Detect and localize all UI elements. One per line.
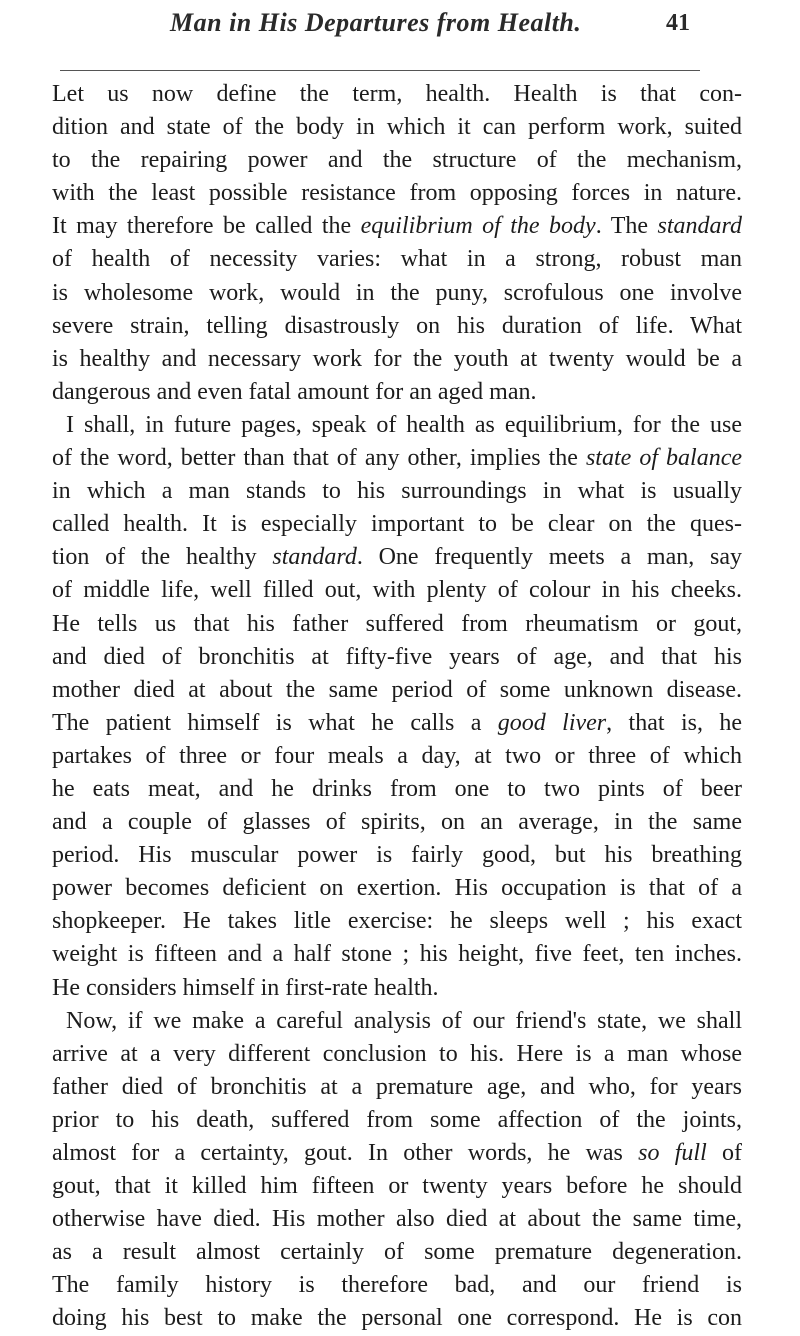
text-line: called health. It is especially important to be clear on the ques- [52, 511, 742, 538]
text-line: with the least possible resistance from opposing forces in nature. [52, 180, 742, 207]
text-line: mother died at about the same period of some unknown disease. [52, 676, 742, 703]
text-line: in which a man stands to his surroundings in what is usually [52, 478, 742, 505]
text-line: I shall, in future pages, speak of health as equilibrium, for the use [66, 411, 742, 438]
text-line: He considers himself in first-rate health. [52, 974, 439, 1001]
text-line: of health of necessity varies: what in a strong, robust man [52, 246, 742, 273]
text-line: is healthy and necessary work for the youth at twenty would be a [52, 345, 742, 372]
text-line: dangerous and even fatal amount for an aged man. [52, 378, 537, 405]
running-head [170, 8, 690, 48]
text-line: as a result almost certainly of some premature degeneration. [52, 1239, 742, 1266]
text-line: power becomes deficient on exertion. His occupation is that of a [52, 875, 742, 902]
text-line: weight is fifteen and a half stone ; his height, five feet, ten inches. [52, 941, 742, 968]
text-line: partakes of three or four meals a day, at two or three of which [52, 742, 742, 769]
text-line: he eats meat, and he drinks from one to two pints of beer [52, 775, 742, 802]
text-line: tion of the healthy standard. One frequently meets a man, say [52, 544, 742, 571]
text-line: otherwise have died. His mother also died at about the same time, [52, 1206, 742, 1233]
text-line: He tells us that his father suffered from rheumatism or gout, [52, 610, 742, 637]
text-line: arrive at a very different conclusion to his. Here is a man whose [52, 1040, 742, 1067]
text-line: Now, if we make a careful analysis of our friend's state, we shall [66, 1007, 742, 1034]
page-number: 41 [666, 10, 690, 36]
text-line: of middle life, well filled out, with plenty of colour in his cheeks. [52, 577, 742, 604]
text-line: severe strain, telling disastrously on his duration of life. What [52, 312, 742, 339]
text-line: is wholesome work, would in the puny, scrofulous one involve [52, 279, 742, 306]
text-line: and died of bronchitis at fifty-five years of age, and that his [52, 643, 742, 670]
body-text [52, 78, 742, 1336]
text-line: period. His muscular power is fairly good, but his breathing [52, 842, 742, 869]
text-line: to the repairing power and the structure of the mechanism, [52, 147, 742, 174]
text-line: dition and state of the body in which it can perform work, suited [52, 114, 742, 141]
text-line: The patient himself is what he calls a good liver, that is, he [52, 709, 742, 736]
text-line: almost for a certainty, gout. In other words, he was so full of [52, 1140, 742, 1166]
text-line: The family history is therefore bad, and our friend is [52, 1272, 742, 1299]
running-title: Man in His Departures from Health. [170, 8, 582, 37]
text-line: gout, that it killed him fifteen or twenty years before he should [52, 1173, 742, 1200]
text-line: and a couple of glasses of spirits, on an average, in the same [52, 809, 742, 836]
header-rule [60, 70, 700, 71]
text-line: Let us now define the term, health. Health is that con- [52, 81, 742, 107]
text-line: doing his best to make the personal one correspond. He is con [52, 1305, 742, 1332]
text-line: father died of bronchitis at a premature age, and who, for years [52, 1073, 742, 1100]
text-line: of the word, better than that of any other, implies the state of balance [52, 445, 742, 472]
text-line: prior to his death, suffered from some affection of the joints, [52, 1106, 742, 1133]
text-line: It may therefore be called the equilibrium of the body. The standard [52, 213, 742, 240]
text-line: shopkeeper. He takes litle exercise: he sleeps well ; his exact [52, 908, 742, 935]
